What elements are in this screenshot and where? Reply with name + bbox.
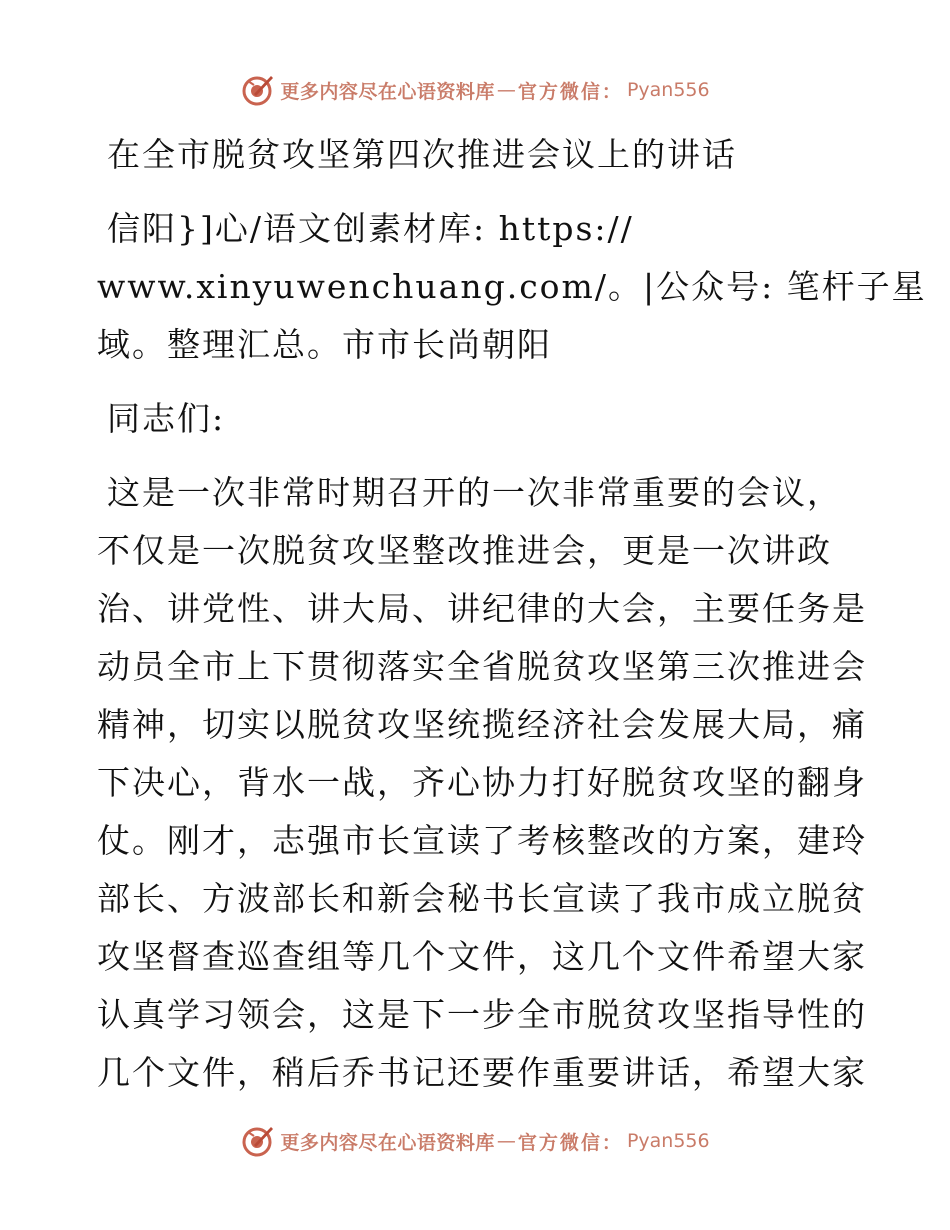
body-line: 部长、方波部长和新会秘书长宣读了我市成立脱贫 xyxy=(97,879,867,918)
document-content xyxy=(97,126,927,1102)
source-line: www.xinyuwenchuang.com/。|公众号: 笔杆子星 xyxy=(97,267,927,306)
banner-dash: — xyxy=(496,1130,516,1152)
footer-banner xyxy=(0,1121,950,1161)
banner-wechat-id: Pyan556 xyxy=(626,1130,710,1152)
body-line: 几个文件，稍后乔书记还要作重要讲话，希望大家 xyxy=(97,1053,867,1092)
body-line: 仗。刚才，志强市长宣读了考核整改的方案，建玲 xyxy=(97,821,867,860)
body-line: 下决心，背水一战，齐心协力打好脱贫攻坚的翻身 xyxy=(97,763,867,802)
banner-official-label: 官方微信： xyxy=(517,1131,623,1154)
banner-wechat-id: Pyan556 xyxy=(626,79,710,101)
body-line: 治、讲党性、讲大局、讲纪律的大会，主要任务是 xyxy=(97,589,867,628)
body-line: 攻坚督查巡查组等几个文件，这几个文件希望大家 xyxy=(97,937,867,976)
body-line: 动员全市上下贯彻落实全省脱贫攻坚第三次推进会 xyxy=(97,647,867,686)
quill-logo-icon xyxy=(240,1123,276,1159)
banner-official-label: 官方微信： xyxy=(517,80,623,103)
body-line: 精神，切实以脱贫攻坚统揽经济社会发展大局，痛 xyxy=(97,705,867,744)
banner-dash: — xyxy=(496,79,516,101)
body-line: 不仅是一次脱贫攻坚整改推进会，更是一次讲政 xyxy=(97,531,832,570)
body-line: 认真学习领会，这是下一步全市脱贫攻坚指导性的 xyxy=(97,995,867,1034)
salutation: 同志们: xyxy=(107,399,226,438)
source-line: 信阳}]心/语文创素材库: https:// xyxy=(107,209,634,248)
banner-text: 更多内容尽在心语资料库 xyxy=(280,80,495,103)
banner-text: 更多内容尽在心语资料库 xyxy=(280,1131,495,1154)
header-banner xyxy=(0,70,950,110)
quill-logo-icon xyxy=(240,72,276,108)
source-line: 域。整理汇总。市市长尚朝阳 xyxy=(97,325,552,364)
body-line: 这是一次非常时期召开的一次非常重要的会议， xyxy=(107,473,842,512)
document-title: 在全市脱贫攻坚第四次推进会议上的讲话 xyxy=(107,135,737,174)
